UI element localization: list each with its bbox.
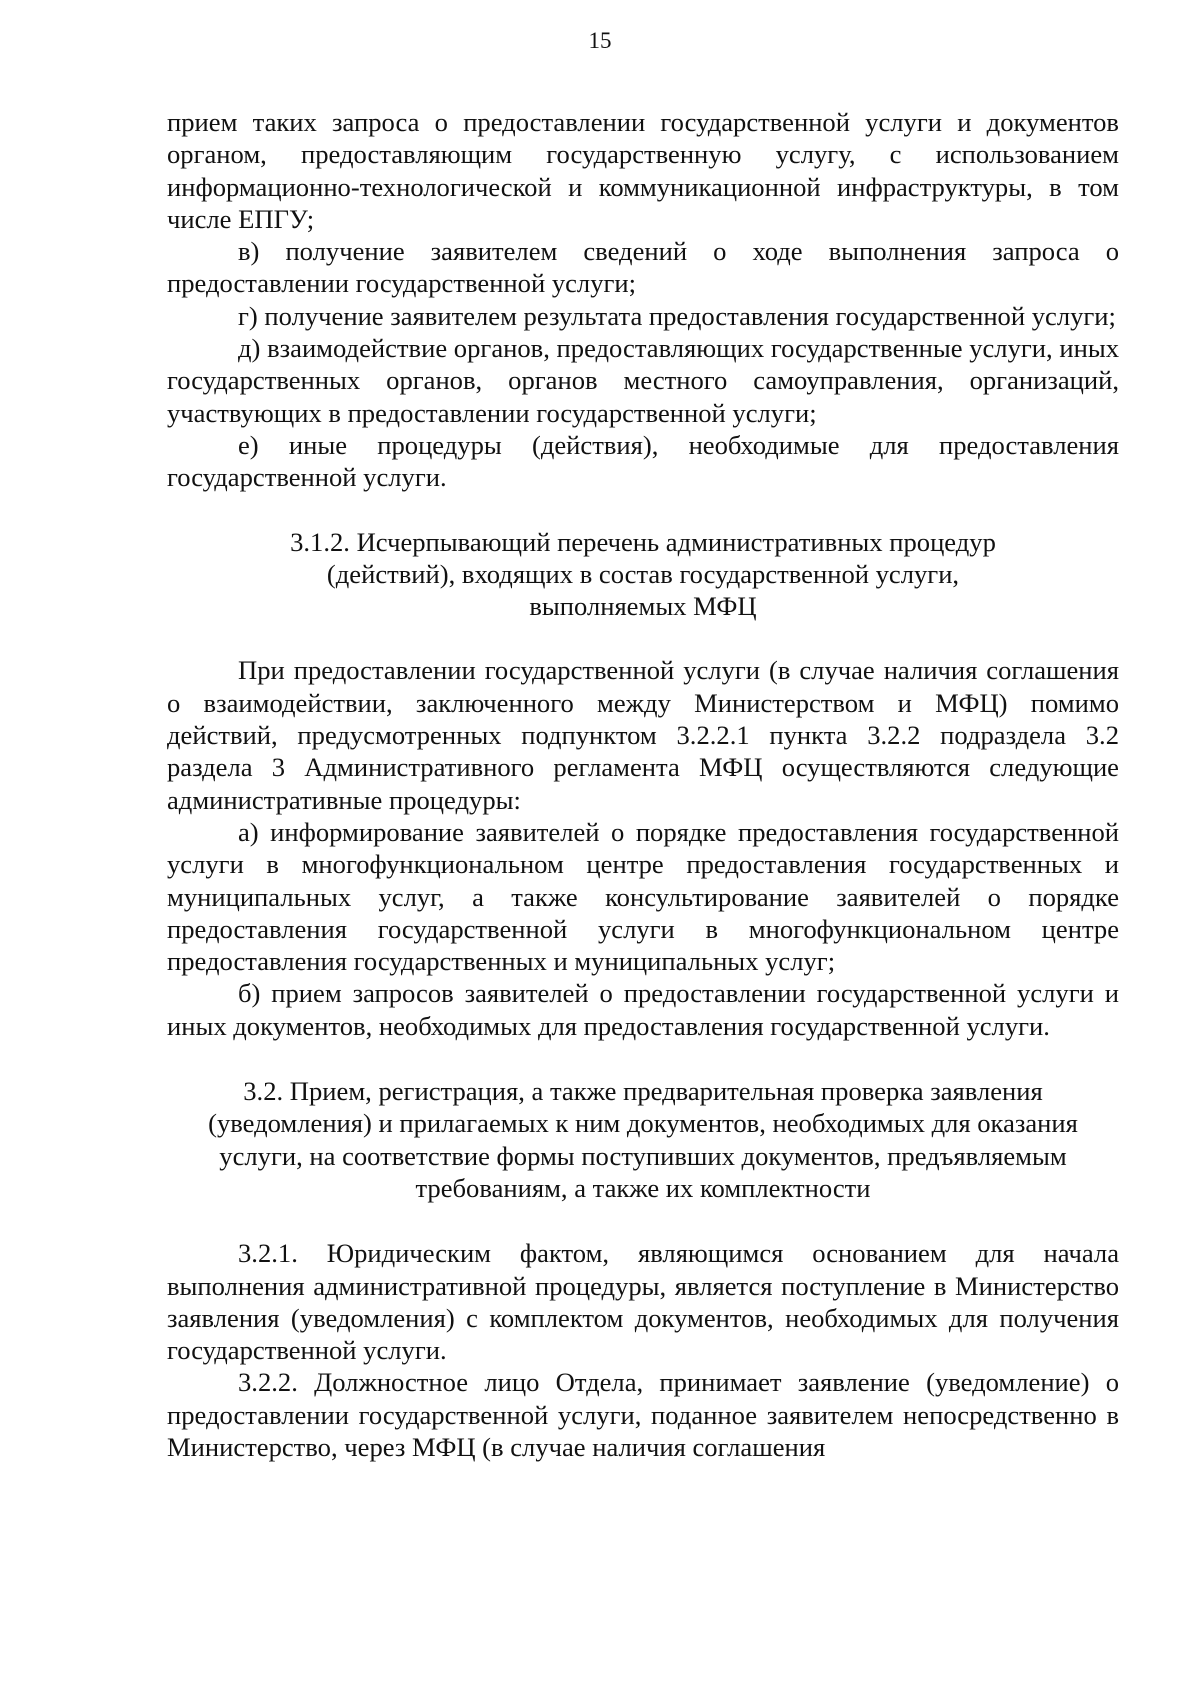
list-item-g: г) получение заявителем результата предоставления государственной услуги; [238, 300, 1116, 331]
heading-line: 3.2. Прием, регистрация, а также предварительная проверка заявления [243, 1076, 1043, 1107]
list-item-d: д) взаимодействие органов, предоставляющих государственные услуги, иных государственных органов, органов местного самоуправления, организаций, участвующих в предоставлении государственной услуги; [167, 333, 1119, 428]
paragraph-3-2-1: 3.2.1. Юридическим фактом, являющимся основанием для начала выполнения административной процедуры, является поступление в Министерство заявления (уведомления) с комплектом документов, необходимых для получения государственной услуги. [167, 1238, 1119, 1366]
list-item-a: а) информирование заявителей о порядке предоставления государственной услуги в многофункциональном центре предоставления государственных и муниципальных услуг, а также консультирование заявителей о порядке предоставления государственной услуги в многофункциональном центре предоставления государственных и муниципальных услуг; [167, 816, 1119, 977]
list-item-e: е) иные процедуры (действия), необходимые для предоставления государственной услуги. [167, 429, 1119, 493]
document-body [167, 106, 1119, 1463]
paragraph-intro: При предоставлении государственной услуги (в случае наличия соглашения о взаимодействии, заключенного между Министерством и МФЦ) помимо действий, предусмотренных подпунктом 3.2.2.1 пункта 3.2.2 подраздела 3.2 раздела 3 Административного регламента МФЦ осуществляются следующие административные процедуры: [167, 655, 1119, 815]
list-item-v: в) получение заявителем сведений о ходе выполнения запроса о предоставлении государственной услуги; [167, 236, 1119, 299]
paragraph-3-2-2: 3.2.2. Должностное лицо Отдела, принимает заявление (уведомление) о предоставлении государственной услуги, поданное заявителем непосредственно в Министерство, через МФЦ (в случае наличия соглашения [167, 1367, 1119, 1462]
heading-line: требованиям, а также их комплектности [415, 1172, 871, 1203]
list-item-b: б) прием запросов заявителей о предоставлении государственной услуги и иных документов, необходимых для предоставления государственной услуги. [167, 978, 1119, 1041]
heading-line: 3.1.2. Исчерпывающий перечень административных процедур [290, 526, 996, 557]
heading-line: (действий), входящих в состав государственной услуги, [326, 558, 960, 589]
page-number: 15 [588, 28, 612, 53]
heading-line: (уведомления) и прилагаемых к ним документов, необходимых для оказания [208, 1108, 1078, 1139]
section-heading-3-2 [167, 1075, 1119, 1204]
heading-line: выполняемых МФЦ [529, 591, 757, 622]
section-heading-3-1-2 [167, 526, 1119, 623]
paragraph-continuation: прием таких запроса о предоставлении государственной услуги и документов органом, предоставляющим государственную услугу, с использованием информационно-технологической и коммуникационной инфраструктуры, в том числе ЕПГУ; [167, 107, 1119, 234]
heading-line: услуги, на соответствие формы поступивших документов, предъявляемым [219, 1140, 1067, 1171]
